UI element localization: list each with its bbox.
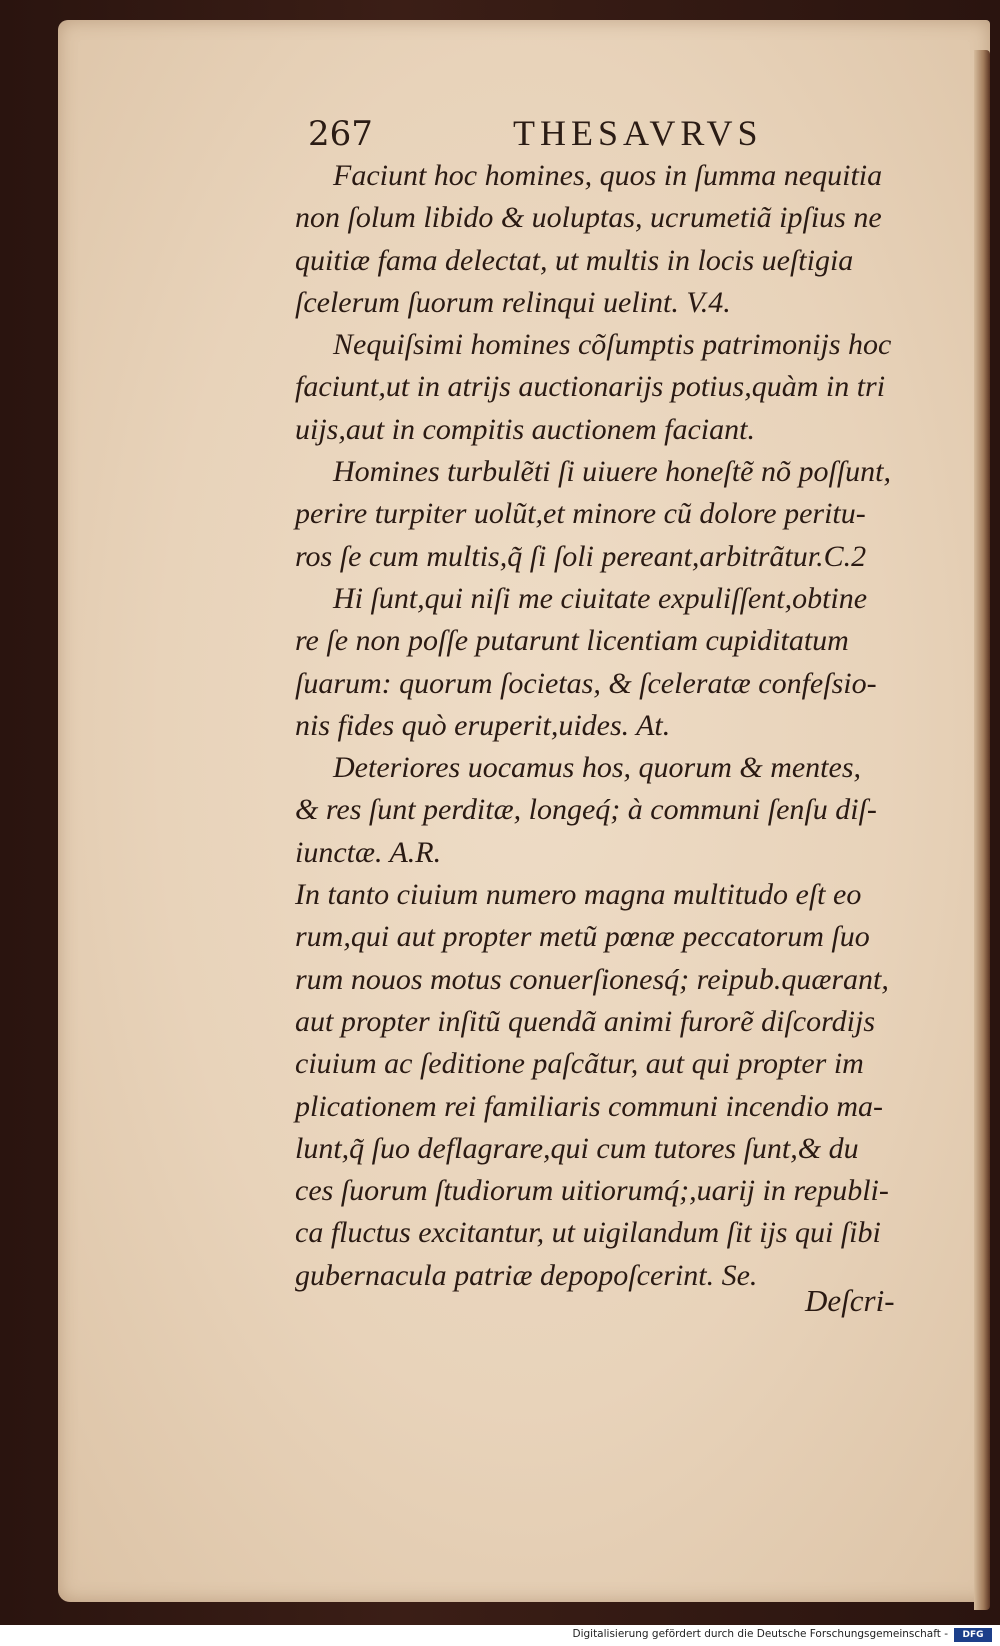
text-line: ces ſuorum ſtudiorum uitiorumq́;,uarij in republi-: [295, 1174, 889, 1208]
page-header: [58, 98, 958, 154]
paragraph: [295, 324, 935, 451]
body-text: [295, 155, 935, 1297]
dfg-logo: DFG: [954, 1628, 992, 1642]
text-line: rum,qui aut propter metũ pœnæ peccatorum ſuo: [295, 920, 870, 954]
text-line: gubernacula patriæ depopoſcerint. Se.: [295, 1258, 758, 1292]
text-line: quitiæ fama delectat, ut multis in locis ueſtigia: [295, 243, 854, 277]
text-line: ros ſe cum multis,q̃ ſi ſoli pereant,arbitrãtur.C.2: [295, 539, 867, 573]
text-line: Nequiſsimi homines cõſumptis patrimonijs hoc: [333, 328, 892, 362]
paragraph: [295, 155, 935, 324]
running-title: THESAVRVS: [513, 113, 763, 153]
text-line: non ſolum libido & uoluptas, ucrumetiã ipſius ne: [295, 201, 882, 235]
text-line: Homines turbulẽti ſi uiuere honeſtẽ nõ poſſunt,: [333, 455, 891, 489]
text-line: rum nouos motus conuerſionesq́; reipub.quærant,: [295, 962, 889, 996]
catchword: Deſcri-: [805, 1283, 895, 1318]
page-edge: [974, 50, 990, 1610]
text-line: ca fluctus excitantur, ut uigilandum ſit ijs qui ſibi: [295, 1216, 881, 1250]
text-line: In tanto ciuium numero magna multitudo eſt eo: [295, 878, 862, 912]
text-line: ſuarum: quorum ſocietas, & ſceleratæ confeſsio-: [295, 666, 877, 700]
paragraph: [295, 874, 935, 1297]
funding-credit: Digitalisierung gefördert durch die Deutsche Forschungsgemeinschaft -: [572, 1628, 948, 1640]
text-line: re ſe non poſſe putarunt licentiam cupiditatum: [295, 624, 849, 658]
page-number: 267: [308, 114, 373, 154]
text-line: uijs,aut in compitis auctionem faciant.: [295, 412, 755, 446]
text-line: plicationem rei familiaris communi incendio ma-: [295, 1089, 883, 1123]
text-line: Faciunt hoc homines, quos in ſumma nequitia: [333, 159, 883, 192]
text-line: ciuium ac ſeditione paſcãtur, aut qui propter im: [295, 1047, 864, 1081]
text-line: faciunt,ut in atrijs auctionarijs potius,quàm in tri: [295, 370, 886, 404]
text-line: aut propter inſitũ quendã animi furorẽ diſcordijs: [295, 1004, 875, 1038]
digitization-footer: [0, 1625, 1000, 1646]
text-line: & res ſunt perditæ, longeq́; à communi ſenſu diſ-: [295, 793, 877, 827]
text-line: perire turpiter uolũt,et minore cũ dolore peritu-: [295, 497, 866, 531]
paragraph: [295, 451, 935, 578]
paragraph: [295, 747, 935, 874]
text-line: nis fides quò eruperit,uides. At.: [295, 708, 671, 742]
paragraph: [295, 578, 935, 747]
text-line: iunctæ. A.R.: [295, 835, 442, 869]
text-line: Hi ſunt,qui niſi me ciuitate expuliſſent,obtine: [333, 581, 868, 615]
text-line: Deteriores uocamus hos, quorum & mentes,: [333, 751, 862, 785]
text-line: lunt,q̃ ſuo deflagrare,qui cum tutores ſunt,& du: [295, 1131, 859, 1165]
text-line: ſcelerum ſuorum relinqui uelint. V.4.: [295, 285, 731, 319]
